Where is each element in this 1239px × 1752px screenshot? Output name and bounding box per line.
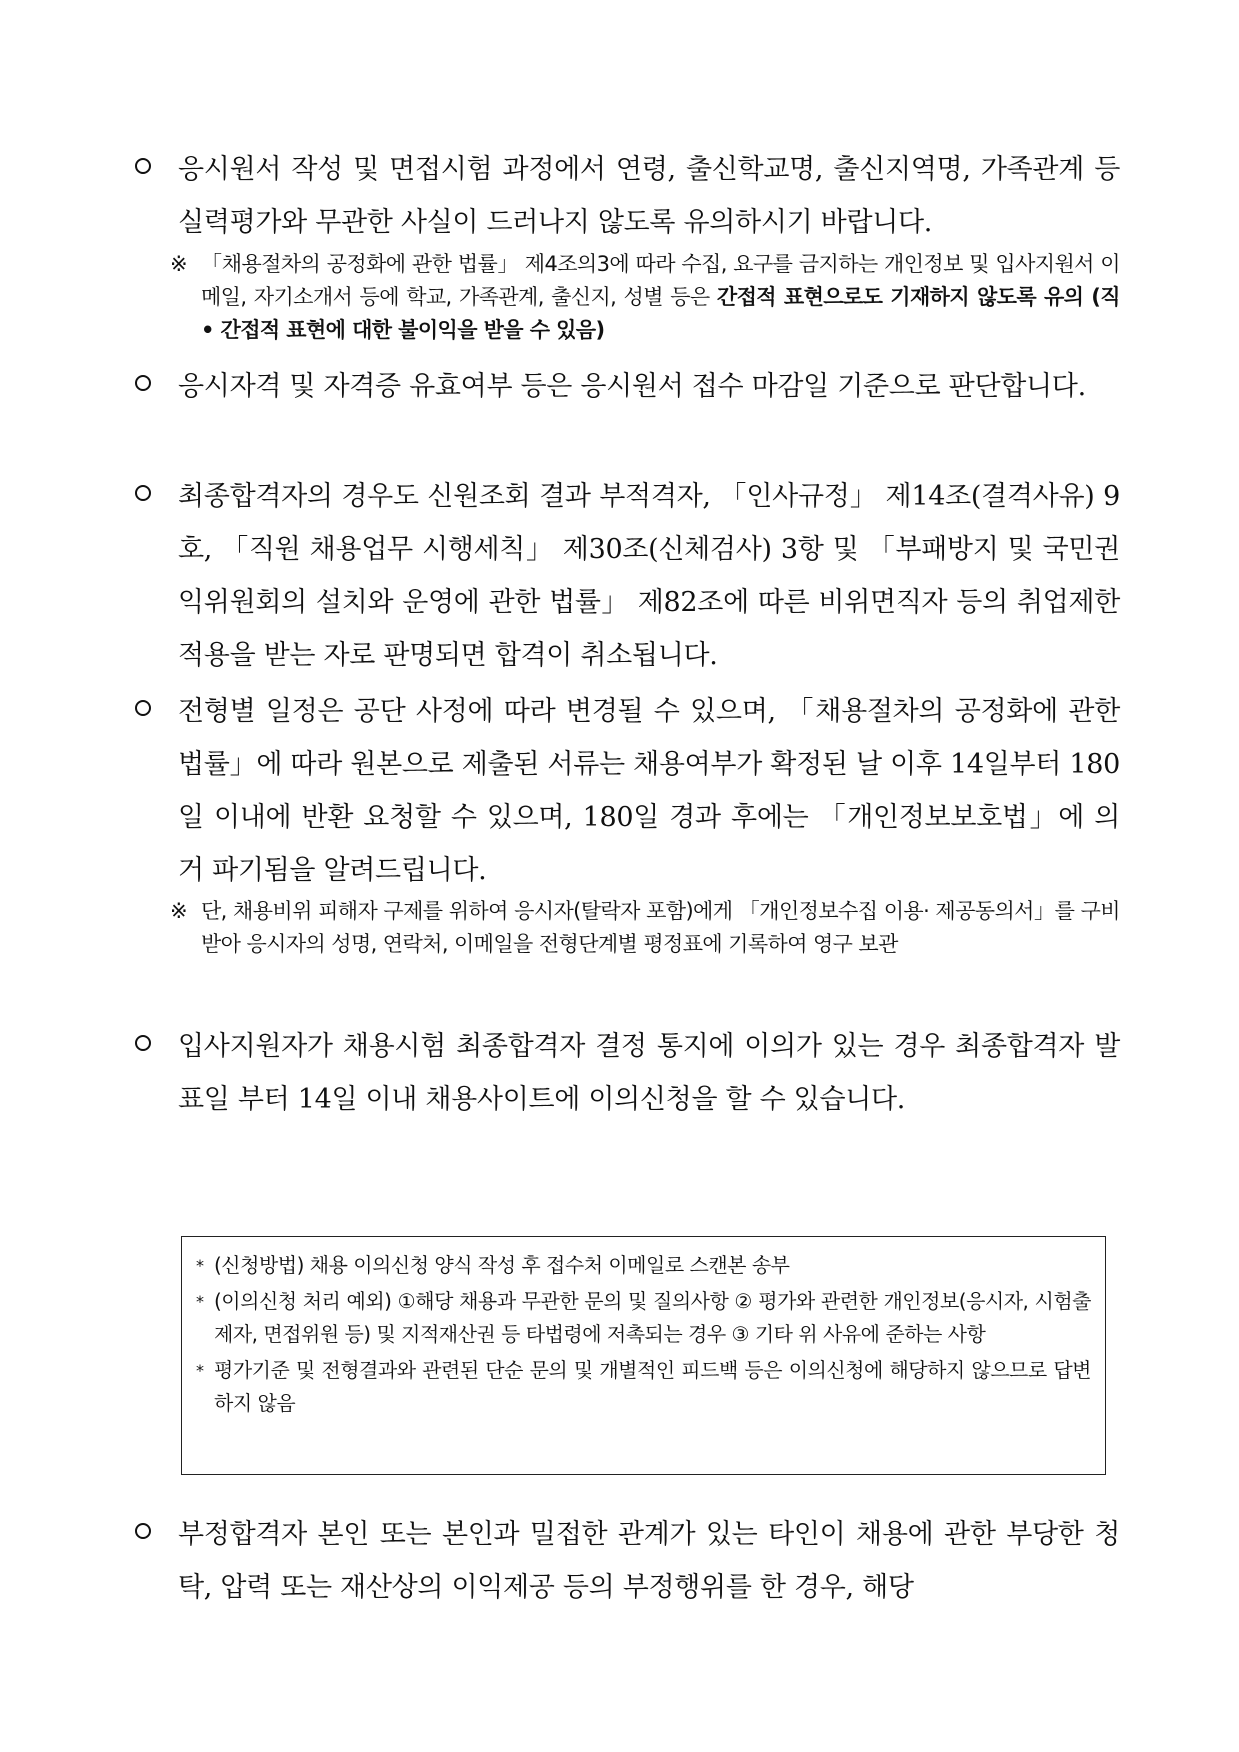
objection-info-box [181,1236,1106,1475]
notice-item [135,360,1120,413]
footnote-text: 단, 채용비위 피해자 구제를 위하여 응시자(탈락자 포함)에게 「개인정보수집 이용· 제공동의서」를 구비받아 응시자의 성명, 연락처, 이메일을 전형단계별 평정표에 기록하여 영구 보관 [201,899,1120,956]
box-row-text: 평가기준 및 전형결과와 관련된 단순 문의 및 개별적인 피드백 등은 이의신청에 해당하지 않으므로 답변하지 않음 [214,1358,1091,1415]
circle-bullet-icon [135,158,151,174]
box-row-text: (이의신청 처리 예외) ①해당 채용과 무관한 문의 및 질의사항 ② 평가와 관련한 개인정보(응시자, 시험출제자, 면접위원 등) 및 지적재산권 등 타법령에 저촉되는 경우 ③ 기타 위 사유에 준하는 사항 [214,1289,1091,1346]
footnote-text: 「채용절차의 공정화에 관한 법률」 제4조의3에 따라 수집, 요구를 금지하는 개인정보 및 입사지원서 이메일, 자기소개서 등에 학교, 가족관계, 출신지, 성별 등은 [201,252,1120,309]
box-row-text: (신청방법) 채용 이의신청 양식 작성 후 접수처 이메일로 스캔본 송부 [214,1253,790,1277]
notice-item [135,1508,1120,1614]
notice-item [135,1020,1120,1126]
box-row [196,1249,1091,1282]
circle-bullet-icon [135,1523,151,1539]
asterisk-icon: * [196,1361,204,1380]
circle-bullet-icon [135,700,151,716]
notice-item-text: 최종합격자의 경우도 신원조회 결과 부적격자, 「인사규정」 제14조(결격사유) 9호, 「직원 채용업무 시행세칙」 제30조(신체검사) 3항 및 「부패방지 및 국민권익위원회의 설치와 운영에 관한 법률」 제82조에 따른 비위면직자 등의 취업제한 적용을 받는 자로 판명되면 합격이 취소됩니다. [178,481,1120,671]
footnote [170,895,1120,961]
reference-mark-icon: ※ [170,899,187,923]
notice-item-text: 응시자격 및 자격증 유효여부 등은 응시원서 접수 마감일 기준으로 판단합니다. [178,371,1086,402]
notice-item-text: 부정합격자 본인 또는 본인과 밀접한 관계가 있는 타인이 채용에 관한 부당한 청탁, 압력 또는 재산상의 이익제공 등의 부정행위를 한 경우, 해당 [178,1519,1120,1603]
circle-bullet-icon [135,1035,151,1051]
notice-item [135,470,1120,682]
circle-bullet-icon [135,375,151,391]
box-row [196,1354,1091,1420]
circle-bullet-icon [135,485,151,501]
asterisk-icon: * [196,1292,204,1311]
box-row [196,1285,1091,1351]
notice-item-text: 입사지원자가 채용시험 최종합격자 결정 통지에 이의가 있는 경우 최종합격자 발표일 부터 14일 이내 채용사이트에 이의신청을 할 수 있습니다. [178,1031,1120,1115]
notice-item [135,685,1120,897]
notice-item-text: 응시원서 작성 및 면접시험 과정에서 연령, 출신학교명, 출신지역명, 가족관계 등 실력평가와 무관한 사실이 드러나지 않도록 유의하시기 바랍니다. [178,154,1120,238]
footnote [170,248,1120,347]
notice-item [135,143,1120,249]
reference-mark-icon: ※ [170,252,187,276]
asterisk-icon: * [196,1256,204,1275]
notice-item-text: 전형별 일정은 공단 사정에 따라 변경될 수 있으며, 「채용절차의 공정화에 관한 법률」에 따라 원본으로 제출된 서류는 채용여부가 확정된 날 이후 14일부터 180일 이내에 반환 요청할 수 있으며, 180일 경과 후에는 「개인정보보호법」에 의거 파기됨을 알려드립니다. [178,696,1120,886]
footnote-bold-text: 간접적 표현으로도 기재하지 않도록 유의 (직 • 간접적 표현에 대한 불이익을 받을 수 있음) [201,285,1120,342]
